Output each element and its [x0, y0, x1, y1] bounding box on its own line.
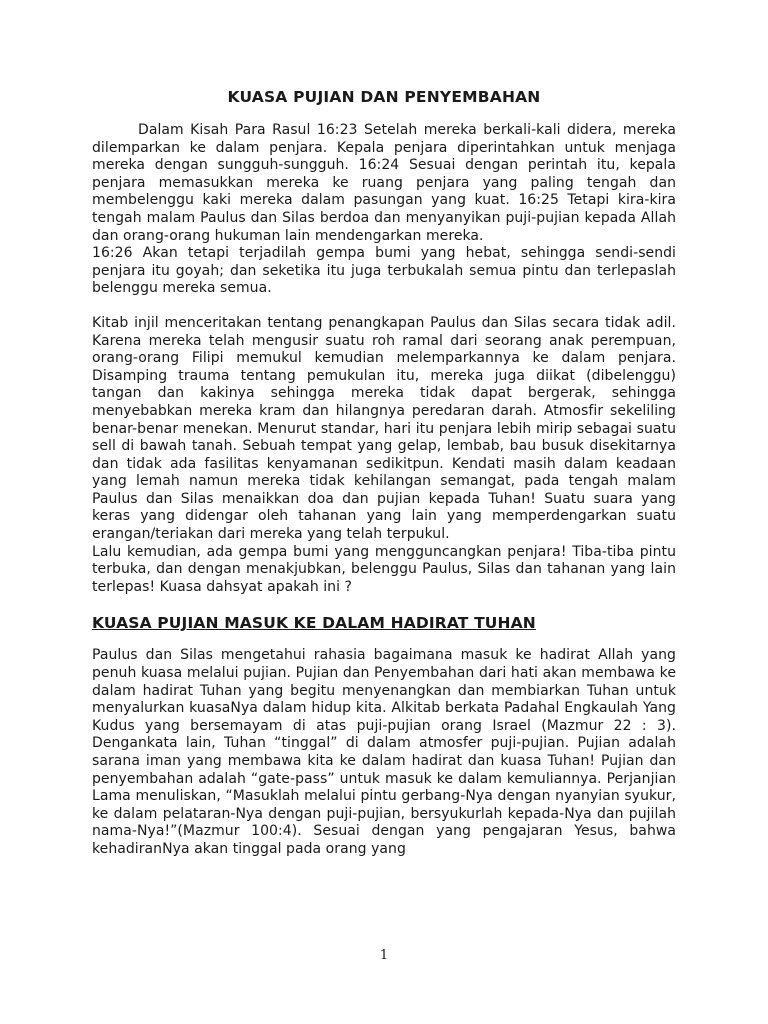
document-page — [92, 86, 676, 859]
section-heading: KUASA PUJIAN MASUK KE DALAM HADIRAT TUHAN — [92, 614, 536, 633]
narrative-paragraph: Kitab injil menceritakan tentang penangkapan Paulus dan Silas secara tidak adil. Karena mereka telah mengusir suatu roh ramal dari seorang anak perempuan, orang-orang Filipi memukul kemudian melemparkannya ke dalam penjara. Disamping trauma tentang pemukulan itu, mereka juga diikat (dibelenggu) tangan dan kakinya sehingga mereka tidak dapat bergerak, sehingga menyebabkan mereka kram dan hilangnya peredaran darah. Atmosfir sekeliling benar-benar menekan. Menurut standar, hari itu penjara lebih mirip sebagai suatu sell di bawah tanah. Sebuah tempat yang gelap, lembab, bau busuk disekitarnya dan tidak ada fasilitas kenyamanan sedikitpun. Kendati masih dalam keadaan yang lemah namun mereka tidak kehilangan semangat, pada tengah malam Paulus dan Silas menaikkan doa dan pujian kepada Tuhan! Suatu suara yang keras yang didengar oleh tahanan yang lain yang memperdengarkan suatu erangan/teriakan dari mereka yang telah terpukul. — [92, 314, 676, 543]
earthquake-paragraph: Lalu kemudian, ada gempa bumi yang mengguncangkan penjara! Tiba-tiba pintu terbuka, dan dengan menakjubkan, belenggu Paulus, Silas dan tahanan yang lain terlepas! Kuasa dahsyat apakah ini ? — [92, 543, 676, 595]
paragraph-spacer — [92, 298, 676, 315]
page-number: 1 — [379, 948, 389, 963]
intro-paragraph: Dalam Kisah Para Rasul 16:23 Setelah mereka berkali-kali didera, mereka dilemparkan ke dalam penjara. Kepala penjara diperintahkan untuk menjaga mereka dengan sungguh-sungguh. 16:24 Sesuai dengan perintah itu, kepala penjara memasukkan mereka ke ruang penjara yang paling tengah dan membelenggu kaki mereka dalam pasungan yang kuat. 16:25 Tetapi kira-kira tengah malam Paulus dan Silas berdoa dan menyanyikan puji-pujian kepada Allah dan orang-orang hukuman lain mendengarkan mereka. — [92, 122, 676, 244]
document-title: KUASA PUJIAN DAN PENYEMBAHAN — [227, 88, 541, 106]
verse-paragraph: 16:26 Akan tetapi terjadilah gempa bumi yang hebat, sehingga sendi-sendi penjara itu goyah; dan seketika itu juga terbukalah semua pintu dan terlepaslah belenggu mereka semua. — [92, 245, 676, 297]
paragraph-spacer — [92, 596, 676, 613]
section-paragraph: Paulus dan Silas mengetahui rahasia bagaimana masuk ke hadirat Allah yang penuh kuasa melalui pujian. Pujian dan Penyembahan dari hati akan membawa ke dalam hadirat Tuhan yang begitu menyenangkan dan membiarkan Tuhan untuk menyalurkan kuasaNya dalam hidup kita. Alkitab berkata Padahal Engkaulah Yang Kudus yang bersemayam di atas puji-pujian orang Israel (Mazmur 22 : 3). Dengankata lain, Tuhan “tinggal” di dalam atmosfer puji-pujian. Pujian adalah sarana iman yang membawa kita ke dalam hadirat dan kuasa Tuhan! Pujian dan penyembahan adalah “gate-pass” untuk masuk ke dalam kemuliannya. Perjanjian Lama menuliskan, “Masuklah melalui pintu gerbang-Nya dengan nyanyian syukur, ke dalam pelataran-Nya dengan puji-pujian, bersyukurlah kepada-Nya dan pujilah nama-Nya!”(Mazmur 100:4). Sesuai dengan yang pengajaran Yesus, bahwa kehadiranNya akan tinggal pada orang yang — [92, 647, 676, 857]
